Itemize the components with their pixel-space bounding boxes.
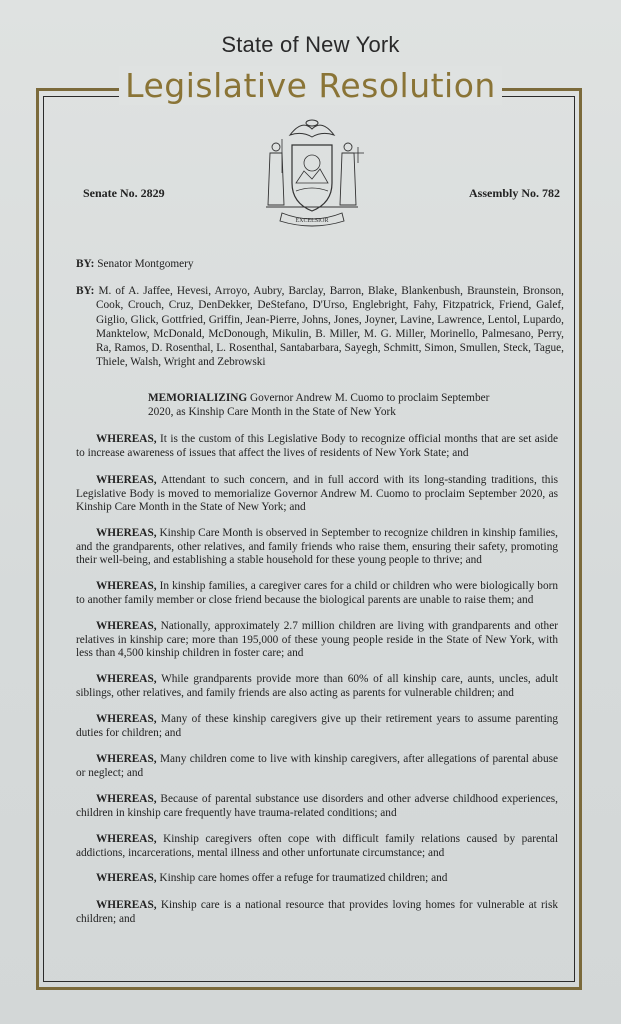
- whereas-text: In kinship families, a caregiver cares for a child or children who were biologically born to another family member or close friend because the biological parents are unable to raise them; and: [76, 580, 559, 606]
- sponsor-name: Senator Montgomery: [97, 258, 194, 270]
- whereas-text: Because of parental substance use disorders and other adverse childhood experiences, children in kinship care frequently have trauma-related conditions; and: [76, 793, 558, 819]
- whereas-paragraph: [76, 474, 558, 515]
- whereas-text: Kinship Care Month is observed in September to recognize children in kinship families, and the grandparents, other relatives, and family friends who raise them, ensuring their safety, promoting their well-being, and establishing a stable household for these young people to thrive; and: [76, 527, 558, 566]
- document-title-text: Legislative Resolution: [119, 66, 502, 105]
- assembly-number: Assembly No. 782: [468, 186, 560, 200]
- whereas-paragraph: [76, 872, 558, 886]
- whereas-paragraph: [76, 753, 558, 780]
- whereas-paragraph: [76, 673, 558, 700]
- whereas-paragraph: [76, 527, 558, 568]
- whereas-keyword: WHEREAS,: [96, 872, 157, 884]
- cosponsors-names: M. of A. Jaffee, Hevesi, Arroyo, Aubry, Barclay, Barron, Blake, Blankenbush, Braunstein, Bronson, Cook, Crouch, Cruz, DenDekker, DeStefano, D'Urso, Englebright, Fahy, Fitzpatrick, Friend, Galef, Giglio, Glick, Gottfried, Griffin, Jean-Pierre, Johns, Jones, Joyner, Lavine, Lawrence, Lentol, Lupardo, Manktelow, McDonald, McDonough, Mikulin, B. Miller, M. G. Miller, Morinello, Palmesano, Perry, Ra, Ramos, D. Rosenthal, L. Rosenthal, Santabarbara, Sayegh, Schmitt, Simon, Smullen, Steck, Tague, Thiele, Walsh, Wright and Zebrowski: [96, 285, 564, 369]
- sponsor-line: [76, 257, 194, 271]
- whereas-paragraph: [76, 433, 558, 460]
- whereas-text: Kinship care homes offer a refuge for traumatized children; and: [159, 872, 448, 884]
- memorializing-paragraph: [148, 392, 498, 419]
- seal-motto: EXCELSIOR: [295, 218, 329, 224]
- whereas-text: Attendant to such concern, and in full accord with its long-standing traditions, this Legislative Body is moved to memorialize Governor Andrew M. Cuomo to proclaim September 2020, as Kinship Care Month in the State of New York; and: [76, 474, 558, 513]
- whereas-keyword: WHEREAS,: [96, 580, 157, 592]
- memorializing-keyword: MEMORIALIZING: [148, 392, 248, 404]
- whereas-text: Many of these kinship caregivers give up their retirement years to assume parenting duties for children; and: [76, 713, 559, 739]
- whereas-keyword: WHEREAS,: [96, 899, 157, 911]
- whereas-text: While grandparents provide more than 60% of all kinship care, aunts, uncles, adult siblings, other relatives, and family friends are also acting as parents for vulnerable children; and: [76, 673, 558, 699]
- whereas-paragraph: [76, 833, 558, 860]
- whereas-paragraph: [76, 580, 558, 607]
- memorializing-text: Governor Andrew M. Cuomo to proclaim September 2020, as Kinship Care Month in the State of New York: [148, 392, 490, 418]
- whereas-paragraph: [76, 620, 558, 661]
- state-seal-icon: [252, 113, 372, 231]
- whereas-keyword: WHEREAS,: [96, 833, 157, 845]
- state-heading: State of New York: [221, 32, 400, 57]
- whereas-keyword: WHEREAS,: [96, 433, 157, 445]
- whereas-text: Kinship care is a national resource that provides loving homes for vulnerable at risk children; and: [76, 899, 558, 925]
- whereas-paragraph: [76, 899, 558, 926]
- whereas-text: Many children come to live with kinship caregivers, after allegations of parental abuse or neglect; and: [76, 753, 558, 779]
- whereas-keyword: WHEREAS,: [96, 673, 157, 685]
- whereas-text: It is the custom of this Legislative Body to recognize official months that are set aside to increase awareness of issues that affect the lives of residents of New York State; and: [76, 433, 559, 459]
- cosponsors-label: BY:: [76, 285, 95, 297]
- whereas-keyword: WHEREAS,: [96, 527, 157, 539]
- whereas-keyword: WHEREAS,: [96, 793, 157, 805]
- whereas-keyword: WHEREAS,: [96, 620, 157, 632]
- sponsor-label: BY:: [76, 258, 95, 270]
- whereas-keyword: WHEREAS,: [96, 713, 157, 725]
- whereas-keyword: WHEREAS,: [96, 753, 157, 765]
- whereas-keyword: WHEREAS,: [96, 474, 157, 486]
- whereas-paragraph: [76, 793, 558, 820]
- whereas-text: Nationally, approximately 2.7 million children are living with grandparents and other relatives in kinship care; more than 195,000 of these young people reside in the State of New York, with less than 4,500 kinship children in foster care; and: [76, 620, 558, 659]
- senate-number: Senate No. 2829: [83, 186, 165, 200]
- whereas-paragraph: [76, 713, 558, 740]
- cosponsors-line: [76, 284, 564, 370]
- document-title: [0, 66, 621, 105]
- whereas-text: Kinship caregivers often cope with difficult family relations caused by parental addictions, incarcerations, mental illness and other unfortunate circumstance; and: [76, 833, 558, 859]
